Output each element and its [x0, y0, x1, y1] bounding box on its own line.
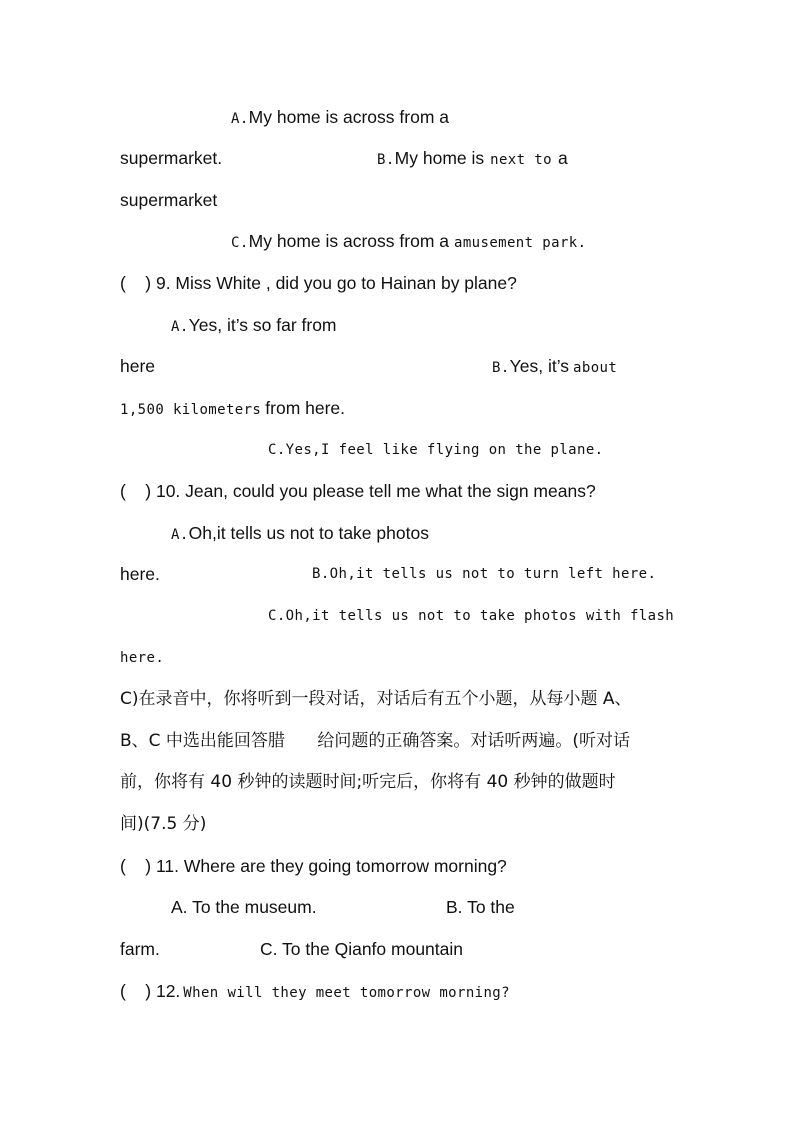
q8-option-c	[231, 229, 586, 255]
q9-option-b	[492, 354, 617, 380]
option-text: about	[573, 360, 618, 376]
option-text: Yes, it’s so far from	[188, 315, 337, 335]
q11-prompt: ( ) 11. Where are they going tomorrow morning?	[120, 856, 507, 876]
q10-option-c: C.Oh,it tells us not to take photos with flash	[268, 608, 675, 624]
q12-prompt	[120, 979, 510, 1005]
option-text: Yes, it’s	[509, 356, 570, 376]
q9-option-a	[171, 313, 337, 339]
q8-option-b	[377, 146, 568, 172]
q11-option-b-continued: farm.	[120, 939, 160, 959]
option-text: My home is across from a	[248, 107, 449, 127]
q9-option-a-continued: here	[120, 356, 156, 376]
option-letter: C.	[231, 235, 249, 251]
option-text: a	[557, 148, 568, 168]
option-letter: A.	[171, 319, 189, 335]
q8-option-b-continued: supermarket	[120, 190, 218, 210]
q10-option-a	[171, 521, 429, 547]
option-text: amusement park.	[454, 235, 587, 251]
q11-option-c: C. To the Qianfo mountain	[260, 939, 463, 959]
q8-option-a-continued: supermarket.	[120, 148, 223, 168]
option-letter: B.	[377, 152, 395, 168]
section-c-instructions-line-3: 前，你将有 40 秒钟的读题时间;听完后，你将有 40 秒钟的做题时	[120, 772, 616, 792]
q11-option-a: A. To the museum.	[171, 897, 317, 917]
option-text: Oh,it tells us not to take photos	[188, 523, 429, 543]
option-letter: A.	[231, 111, 249, 127]
q9-option-c: C.Yes,I feel like flying on the plane.	[268, 442, 604, 458]
q10-prompt: ( ) 10. Jean, could you please tell me what the sign means?	[120, 481, 596, 501]
option-text: next to	[490, 152, 552, 168]
q9-option-b-continued	[120, 396, 345, 422]
option-text: from here.	[265, 398, 346, 418]
section-c-instructions-line-4: 间)(7.5 分)	[120, 814, 207, 834]
section-c-instructions-line-1: C)在录音中，你将听到一段对话，对话后有五个小题，从每小题 A、	[120, 689, 632, 709]
option-text: My home is across from a	[248, 231, 449, 251]
option-letter: A.	[171, 527, 189, 543]
q8-option-a	[231, 105, 449, 131]
question-text: When will they meet tomorrow morning?	[183, 985, 510, 1001]
section-c-instructions-line-2: B、C 中选出能回答腊 给问题的正确答案。对话听两遍。(听对话	[120, 731, 630, 751]
question-number: ( ) 12.	[120, 981, 181, 1001]
option-text: 1,500 kilometers	[120, 402, 262, 418]
q10-option-c-continued: here.	[120, 650, 165, 666]
option-text: My home is	[394, 148, 485, 168]
q9-prompt: ( ) 9. Miss White , did you go to Hainan by plane?	[120, 273, 517, 293]
q11-option-b: B. To the	[446, 897, 515, 917]
option-letter: B.	[492, 360, 510, 376]
q10-option-b: B.Oh,it tells us not to turn left here.	[312, 566, 657, 582]
q10-option-a-continued: here.	[120, 564, 160, 584]
